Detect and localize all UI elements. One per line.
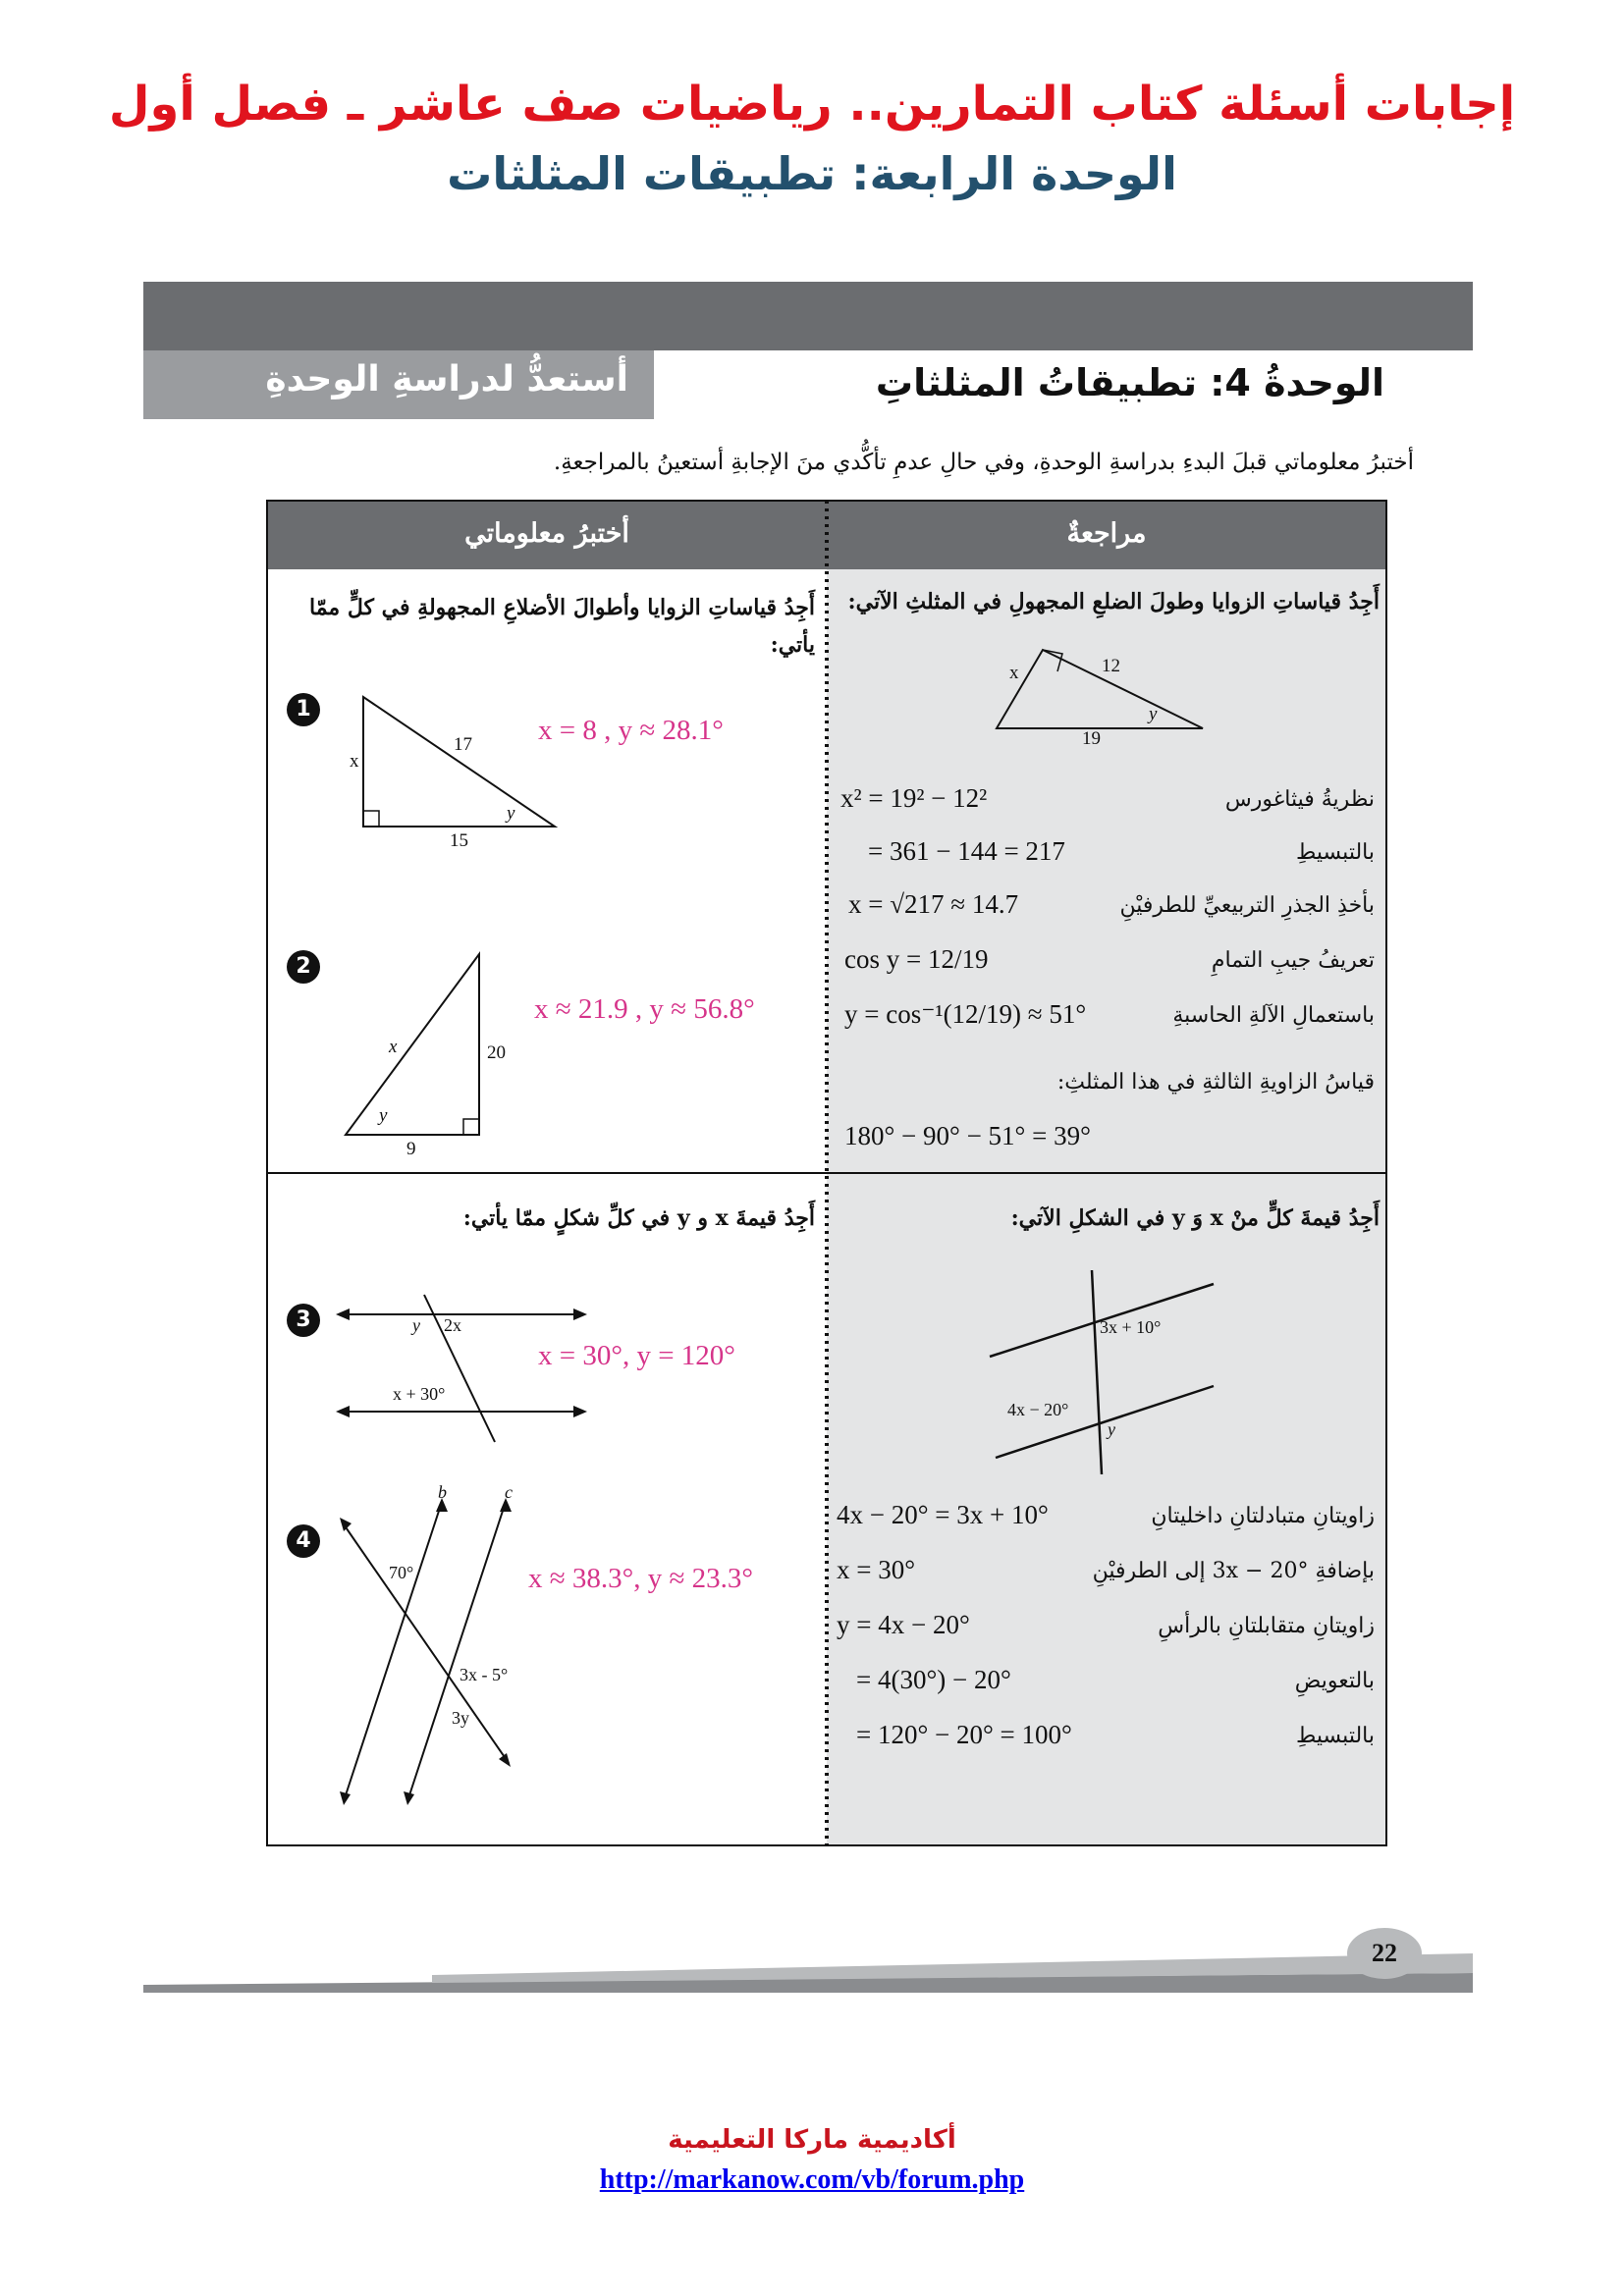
review-fig-12: 12 (1102, 656, 1120, 676)
q1-fig-17: 17 (454, 734, 472, 755)
q3-fig-x30: x + 30° (393, 1384, 446, 1404)
q3-answer: x = 30°, y = 120° (538, 1340, 735, 1371)
q1-fig-x: x (350, 751, 359, 772)
q4-fig-3x5: 3x - 5° (460, 1665, 509, 1684)
review-fig-3x10: 3x + 10° (1100, 1317, 1162, 1337)
review-instruction-2: أَجِدُ قيمةَ كلٍّ منْ x وَ y في الشكلِ الآتي: (1010, 1205, 1380, 1231)
review-fig-19: 19 (1082, 728, 1101, 749)
step9-label: بالتعويضِ (1294, 1669, 1375, 1693)
unit-title: الوحدةُ 4: تطبيقاتُ المثلثاتِ (875, 361, 1384, 404)
question-1-triangle (344, 687, 569, 834)
step5-label: باستعمالِ الآلةِ الحاسبةِ (1172, 1003, 1375, 1028)
q4-fig-b: b (438, 1482, 447, 1502)
q4-answer: x ≈ 38.3°, y ≈ 23.3° (528, 1563, 754, 1594)
question-4-figure (334, 1482, 540, 1806)
q1-answer: x = 8 , y ≈ 28.1° (538, 715, 724, 746)
q1-fig-15: 15 (450, 830, 468, 851)
q2-fig-x: x (389, 1037, 398, 1057)
question-2-triangle (334, 942, 491, 1139)
q4-fig-70: 70° (389, 1563, 414, 1582)
test-instruction-1: أَجِدُ قياساتِ الزوايا وأطوالَ الأضلاعِ المجهولةِ في كلٍّ ممّا يأتي: (309, 595, 815, 658)
step5-math: y = cos⁻¹(12/19) ≈ 51° (844, 999, 1087, 1029)
ready-label: أستعدُّ لدراسةِ الوحدةِ (265, 359, 628, 400)
column-header-review: مراجعةٌ (1066, 518, 1147, 549)
q3-fig-2x: 2x (444, 1315, 461, 1335)
step4-label: تعريفُ جيبِ التمامِ (1211, 948, 1375, 973)
review-fig-4x20: 4x − 20° (1007, 1400, 1069, 1419)
step8-label: زاويتانِ متقابلتانِ بالرأسِ (1158, 1614, 1375, 1638)
step1-label: نظريةُ فيثاغورس (1224, 787, 1375, 812)
q3-fig-y: y (412, 1315, 420, 1335)
footer-academy: أكاديمية ماركا التعليمية (668, 2125, 956, 2155)
review-fig-y: y (1149, 704, 1158, 724)
step1-math: x² = 19² − 12² (840, 783, 988, 813)
q4-fig-c: c (505, 1482, 513, 1502)
step9-math: = 4(30°) − 20° (856, 1665, 1011, 1694)
step3-label: بأخذِ الجذرِ التربيعيِّ للطرفيْنِ (1119, 893, 1375, 918)
q1-fig-y: y (507, 803, 515, 824)
step8-math: y = 4x − 20° (837, 1610, 970, 1639)
q2-fig-9: 9 (406, 1139, 416, 1159)
question-1-badge: 1 (287, 693, 320, 726)
step10-math: = 120° − 20° = 100° (856, 1720, 1072, 1749)
third-angle-label: قياسُ الزاويةِ الثالثةِ في هذا المثلثِ: (1056, 1070, 1375, 1095)
step6-math: 4x − 20° = 3x + 10° (837, 1500, 1049, 1529)
page-subtitle: الوحدة الرابعة: تطبيقات المثلثات (447, 147, 1177, 200)
step10-label: بالتبسيطِ (1296, 1724, 1375, 1748)
page-number: 22 (1372, 1939, 1397, 1967)
q2-answer: x ≈ 21.9 , y ≈ 56.8° (534, 993, 755, 1025)
footer-link-container (0, 2164, 1624, 2196)
question-2-badge: 2 (287, 950, 320, 984)
q4-fig-3y: 3y (452, 1708, 469, 1728)
question-4-badge: 4 (287, 1524, 320, 1558)
step2-math: = 361 − 144 = 217 (868, 836, 1065, 866)
column-header-test: أختبرُ معلوماتي (464, 518, 629, 549)
step2-label: بالتبسيطِ (1296, 840, 1375, 865)
third-angle-math: 180° − 90° − 51° = 39° (844, 1121, 1091, 1150)
step7-math: x = 30° (837, 1555, 916, 1584)
step6-label: زاويتانِ متبادلتانِ داخليتانِ (1151, 1504, 1375, 1528)
review-parallel-figure (982, 1266, 1227, 1482)
question-3-badge: 3 (287, 1304, 320, 1337)
step3-math: x = √217 ≈ 14.7 (848, 889, 1019, 919)
review-fig-x: x (1009, 663, 1019, 683)
page-title: إجابات أسئلة كتاب التمارين.. رياضيات صف عاشر ـ فصل أول (108, 77, 1516, 132)
q2-fig-20: 20 (487, 1042, 506, 1063)
footer-link[interactable]: http://markanow.com/vb/forum.php (599, 2164, 1025, 2195)
intro-text: أختبرُ معلوماتي قبلَ البدءِ بدراسةِ الوحدةِ، وفي حالِ عدمِ تأكُّدي منَ الإجابةِ أستعينُ بالمراجعةِ. (553, 450, 1414, 475)
review-instruction-1: أَجِدُ قياساتِ الزوايا وطولَ الضلعِ المجهولِ في المثلثِ الآتي: (847, 589, 1380, 614)
step4-math: cos y = 12/19 (844, 944, 989, 974)
review-fig-y2: y (1108, 1419, 1115, 1439)
step7-label: بإضافةِ 3x − 20° إلى الطرفيْنِ (1092, 1559, 1375, 1583)
q2-fig-y: y (379, 1105, 388, 1126)
test-instruction-2: أَجِدُ قيمةَ x و y في كلِّ شكلٍ ممّا يأتي: (462, 1205, 815, 1231)
